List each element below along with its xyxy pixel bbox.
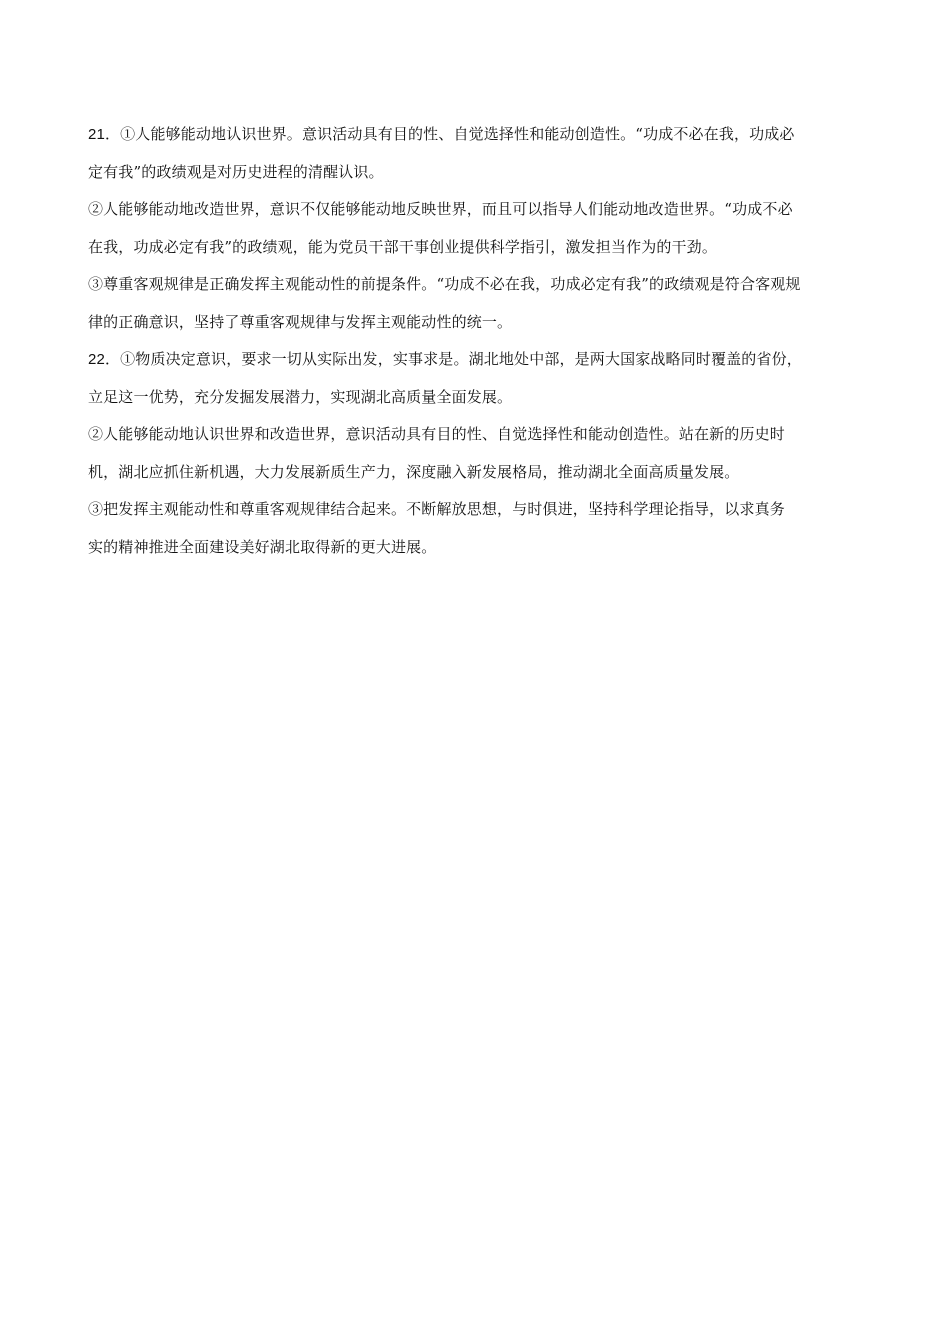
answer-line: 在我，功成必定有我”的政绩观，能为党员干部干事创业提供科学指引，激发担当作为的干劲。 — [88, 237, 717, 256]
answer-line: 定有我”的政绩观是对历史进程的清醒认识。 — [88, 162, 384, 181]
answer-line: ②人能够能动地改造世界，意识不仅能够能动地反映世界，而且可以指导人们能动地改造世界。“功成不必 — [88, 200, 793, 218]
answer-line: 律的正确意识，坚持了尊重客观规律与发挥主观能动性的统一。 — [88, 312, 513, 331]
answer-22 — [88, 341, 870, 566]
answer-line: 实的精神推进全面建设美好湖北取得新的更大进展。 — [88, 537, 437, 556]
answer-line: 21．①人能够能动地认识世界。意识活动具有目的性、自觉选择性和能动创造性。“功成不必在我，功成必 — [88, 125, 795, 143]
answer-document — [88, 116, 870, 566]
answer-line: 22．①物质决定意识，要求一切从实际出发，实事求是。湖北地处中部，是两大国家战略同时覆盖的省份， — [88, 350, 802, 368]
answer-line: ③尊重客观规律是正确发挥主观能动性的前提条件。“功成不必在我，功成必定有我”的政绩观是符合客观规 — [88, 275, 801, 293]
answer-line: 立足这一优势，充分发掘发展潜力，实现湖北高质量全面发展。 — [88, 387, 513, 406]
answer-line: ③把发挥主观能动性和尊重客观规律结合起来。不断解放思想，与时俱进，坚持科学理论指导，以求真务 — [88, 500, 785, 518]
question-number: 21 — [88, 126, 105, 143]
question-number: 22 — [88, 351, 105, 368]
answer-21 — [88, 116, 870, 341]
answer-line: 机，湖北应抓住新机遇，大力发展新质生产力，深度融入新发展格局，推动湖北全面高质量发展。 — [88, 462, 740, 481]
answer-line: ②人能够能动地认识世界和改造世界，意识活动具有目的性、自觉选择性和能动创造性。站在新的历史时 — [88, 425, 785, 443]
